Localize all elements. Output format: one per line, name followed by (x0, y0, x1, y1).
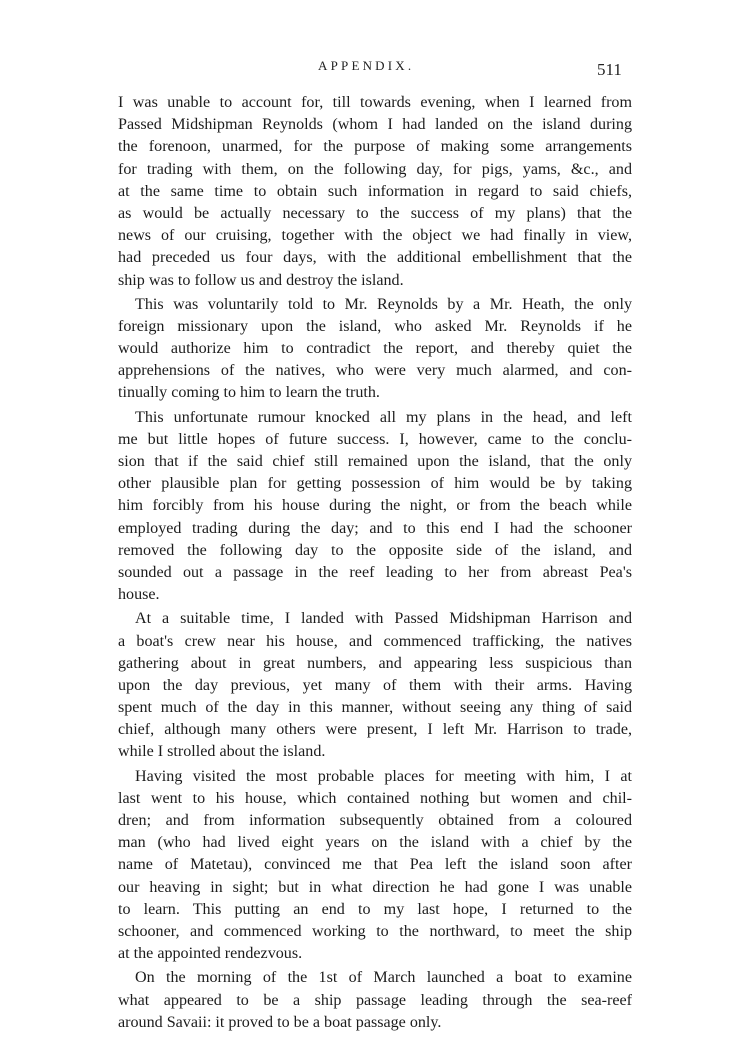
text-line: to learn. This putting an end to my last hope, I returned to the (118, 900, 632, 918)
text-line: would authorize him to contradict the report, and thereby quiet the (118, 340, 632, 358)
text-line: upon the day previous, yet many of them with their arms. Having (118, 676, 632, 694)
text-line: at the appointed rendezvous. (118, 945, 303, 963)
text-line: a boat's crew near his house, and commenced trafficking, the natives (118, 632, 632, 650)
text-line: dren; and from information subsequently obtained from a coloured (118, 812, 632, 829)
running-head (0, 56, 750, 80)
running-title: APPENDIX. (318, 58, 415, 73)
text-line: sion that if the said chief still remained upon the island, that the only (118, 453, 632, 470)
text-line: at the same time to obtain such information in regard to said chiefs, (118, 182, 632, 200)
text-line: around Savaii: it proved to be a boat passage only. (118, 1013, 442, 1031)
text-line: removed the following day to the opposite side of the island, and (118, 541, 632, 559)
paragraph (118, 766, 632, 966)
text-line: At a suitable time, I landed with Passed Midshipman Harrison and (135, 610, 632, 628)
paragraph (118, 92, 632, 292)
text-line: our heaving in sight; but in what direction he had gone I was unable (118, 878, 632, 896)
text-line: schooner, and commenced working to the northward, to meet the ship (118, 922, 632, 940)
text-line: On the morning of the 1st of March launched a boat to examine (135, 969, 632, 987)
text-line: what appeared to be a ship passage leading through the sea-reef (118, 991, 632, 1009)
text-line: gathering about in great numbers, and appearing less suspicious than (118, 654, 632, 672)
text-line: for trading with them, on the following day, for pigs, yams, &c., and (118, 160, 632, 178)
text-line: other plausible plan for getting possession of him would be by taking (118, 475, 632, 493)
text-line: chief, although many others were present, I left Mr. Harrison to trade, (118, 721, 632, 739)
text-line: This was voluntarily told to Mr. Reynolds by a Mr. Heath, the only (135, 295, 632, 313)
text-line: employed trading during the day; and to this end I had the schooner (118, 519, 632, 537)
paragraph (118, 294, 632, 405)
text-line: tinually coming to him to learn the truth. (118, 384, 380, 402)
text-line: foreign missionary upon the island, who asked Mr. Reynolds if he (118, 317, 632, 335)
text-line: last went to his house, which contained nothing but women and chil- (118, 789, 632, 807)
text-line: spent much of the day in this manner, without seeing any thing of said (118, 699, 632, 717)
text-line: ship was to follow us and destroy the island. (118, 271, 404, 289)
text-line: house. (118, 586, 160, 604)
paragraph (118, 407, 632, 607)
text-line: I was unable to account for, till towards evening, when I learned from (118, 94, 632, 111)
text-line: Passed Midshipman Reynolds (whom I had landed on the island during (118, 116, 632, 134)
text-line: him forcibly from his house during the night, or from the beach while (118, 497, 632, 515)
text-line: apprehensions of the natives, who were very much alarmed, and con- (118, 362, 632, 380)
page-number: 511 (597, 60, 622, 79)
text-line: news of our cruising, together with the object we had finally in view, (118, 227, 632, 245)
text-line: This unfortunate rumour knocked all my plans in the head, and left (135, 408, 632, 426)
text-line: man (who had lived eight years on the island with a chief by the (118, 834, 632, 852)
text-line: had preceded us four days, with the additional embellishment that the (118, 249, 632, 267)
text-line: the forenoon, unarmed, for the purpose of making some arrangements (118, 138, 632, 156)
text-line: Having visited the most probable places for meeting with him, I at (135, 767, 632, 785)
paragraph (118, 608, 632, 763)
text-line: as would be actually necessary to the success of my plans) that the (118, 204, 632, 222)
body-text (118, 92, 632, 1036)
paragraph (118, 967, 632, 1034)
text-line: name of Matetau), convinced me that Pea left the island soon after (118, 856, 632, 874)
text-line: while I strolled about the island. (118, 743, 326, 761)
text-line: me but little hopes of future success. I, however, came to the conclu- (118, 430, 632, 448)
text-line: sounded out a passage in the reef leading to her from abreast Pea's (118, 563, 632, 581)
